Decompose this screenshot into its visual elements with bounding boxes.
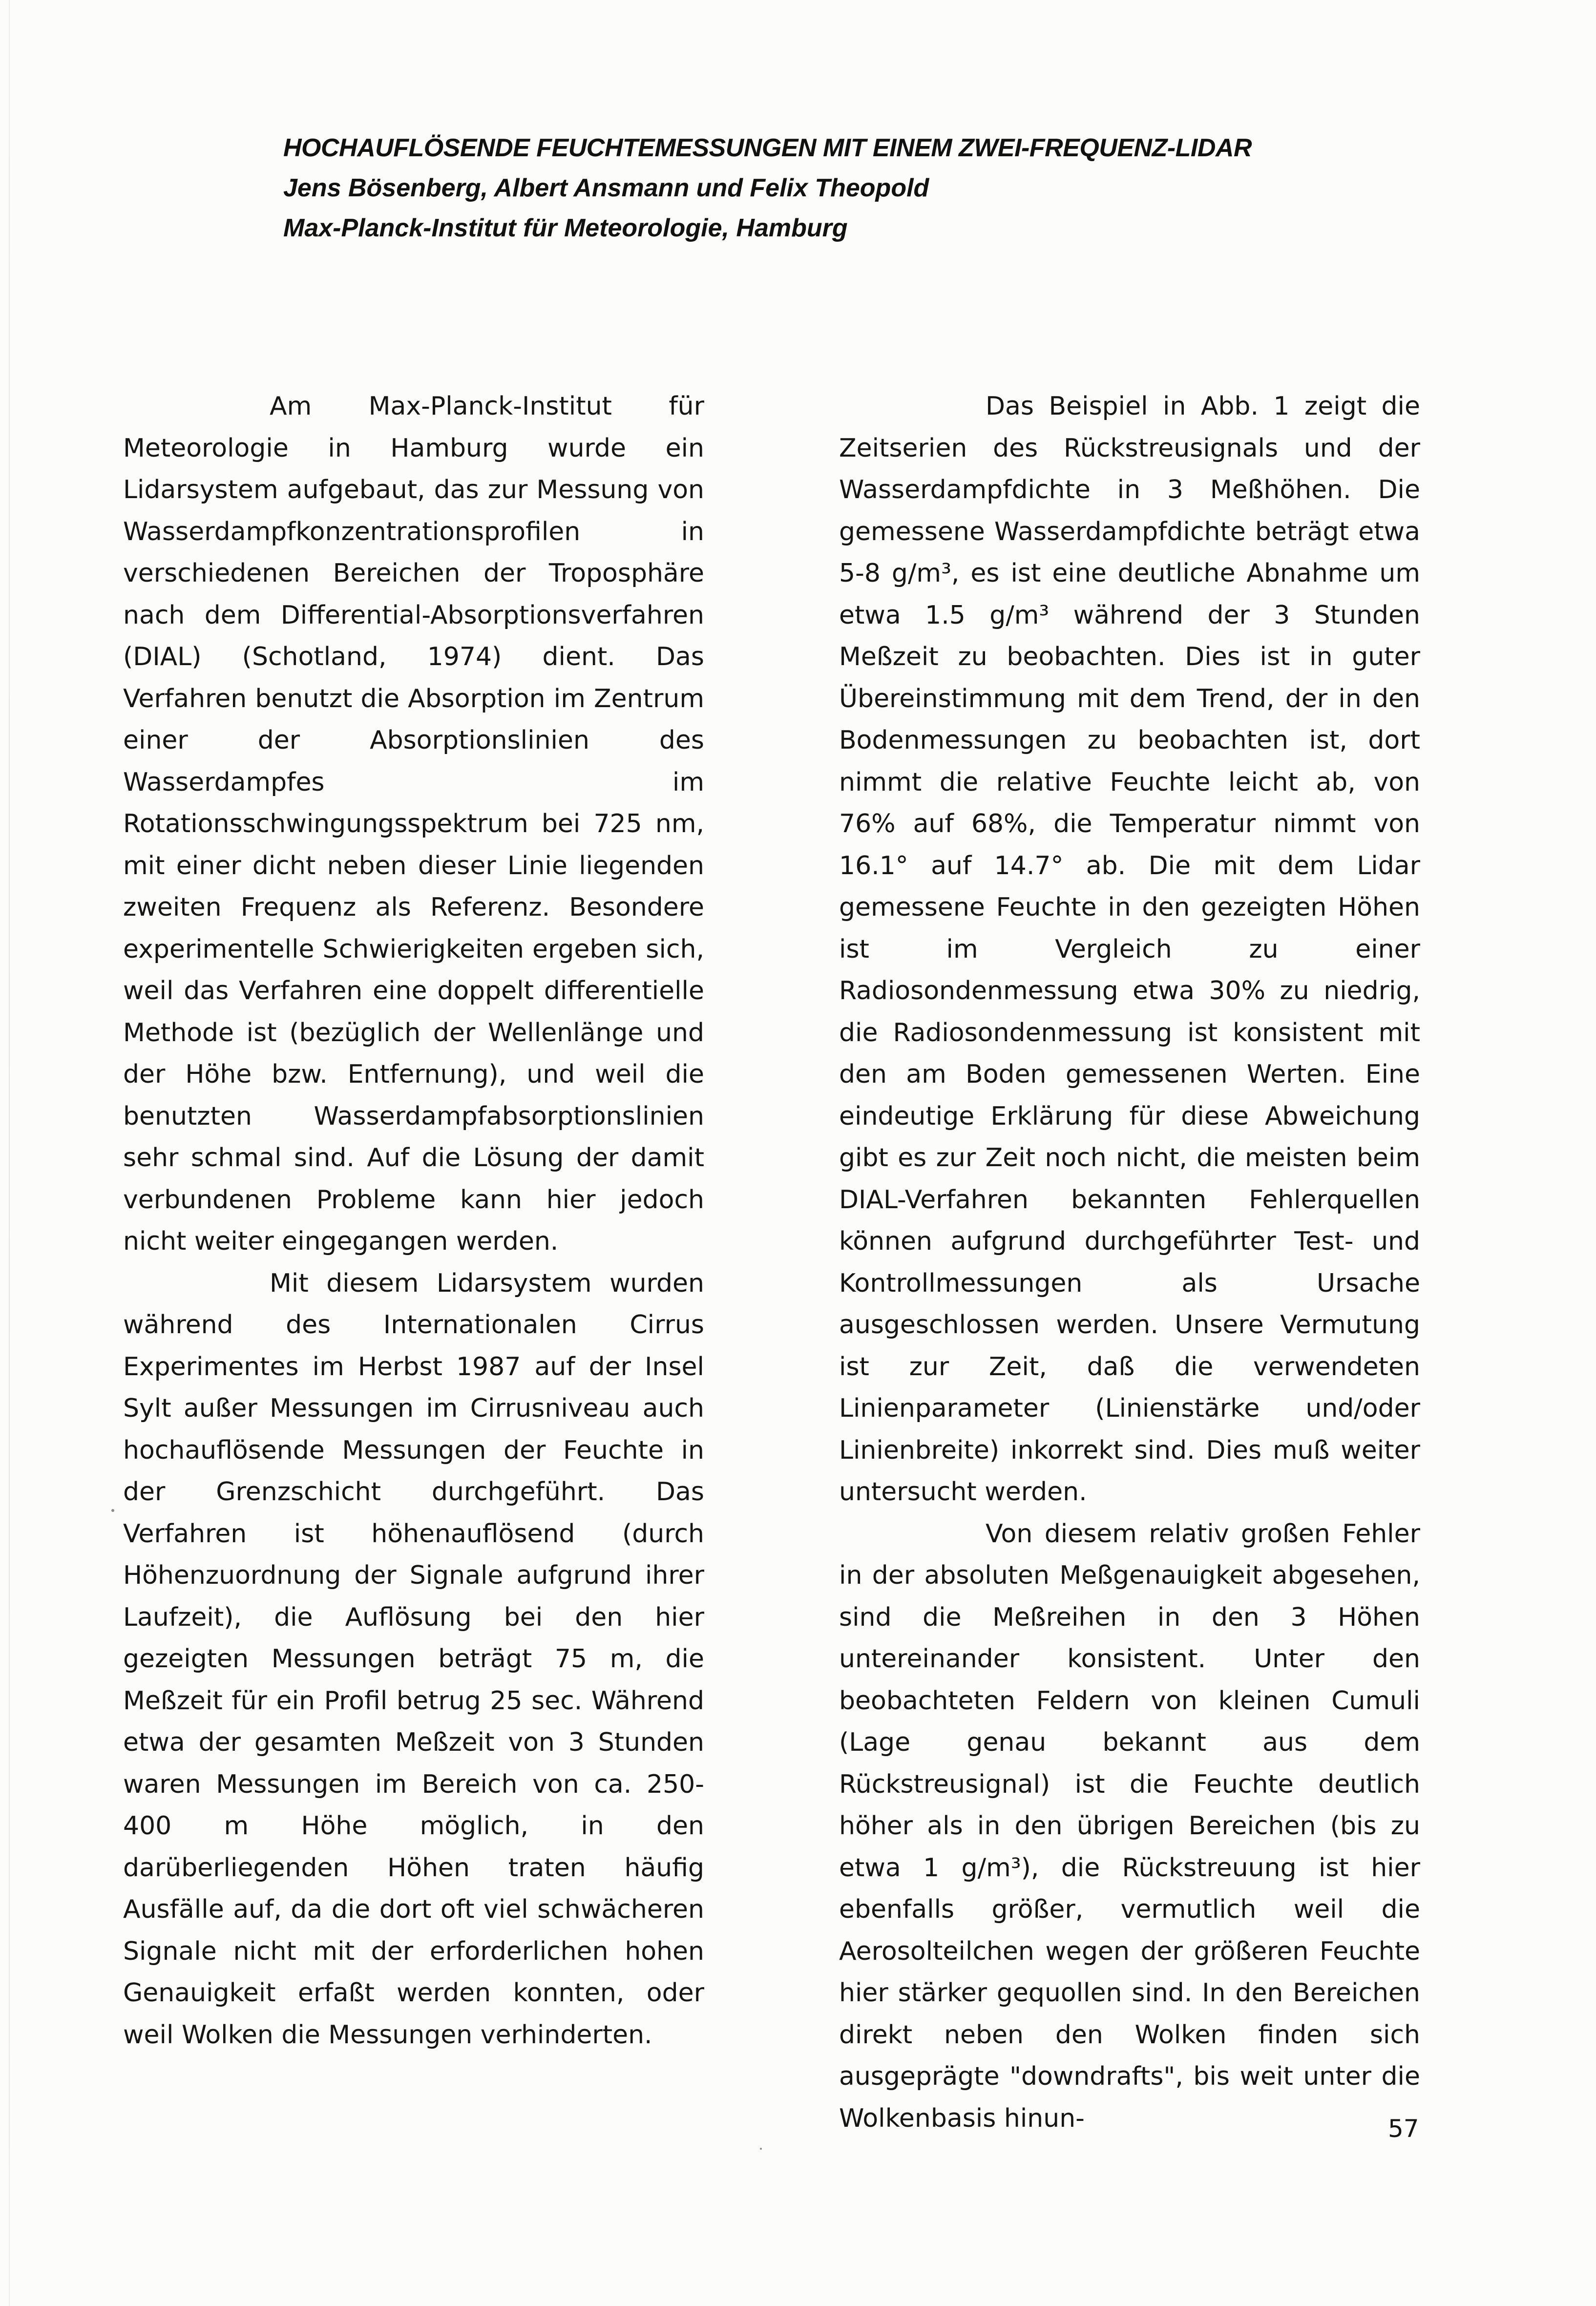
right-paragraph-2: Von diesem relativ großen Fehler in der absoluten Meßgenauigkeit abgesehen, sind die Meßreihen in den 3 Höhen untereinander konsistent. Unter den beobachteten Feldern von kleinen Cumuli (Lage genau bekannt aus dem Rückstreusignal) ist die Feuchte deutlich höher als in den übrigen Bereichen (bis zu etwa 1 g/m³), die Rückstreuung ist hier ebenfalls größer, vermutlich weil die Aerosolteilchen wegen der größeren Feuchte hier stärker gequollen sind. In den Bereichen direkt neben den Wolken finden sich ausgeprägte "downdrafts", bis weit unter die Wolkenbasis hinun- <box>839 1519 1420 2133</box>
right-column <box>839 386 1420 2139</box>
scan-speck <box>760 2148 762 2150</box>
scan-speck <box>111 1509 114 1512</box>
scan-edge-shadow <box>9 0 10 2306</box>
left-paragraph-2: Mit diesem Lidarsystem wurden während des Internationalen Cirrus Experimentes im Herbst 1987 auf der Insel Sylt außer Messungen im Cirrusniveau auch hochauflösende Messungen der Feuchte in der Grenzschicht durchgeführt. Das Verfahren ist höhenauflösend (durch Höhenzuordnung der Signale aufgrund ihrer Laufzeit), die Auflösung bei den hier gezeigten Messungen beträgt 75 m, die Meßzeit für ein Profil betrug 25 sec. Während etwa der gesamten Meßzeit von 3 Stunden waren Messungen im Bereich von ca. 250-400 m Höhe möglich, in den darüberliegenden Höhen traten häufig Ausfälle auf, da die dort oft viel schwächeren Signale nicht mit der erforderlichen hohen Genauigkeit erfaßt werden konnten, oder weil Wolken die Messungen verhinderten. <box>123 1268 704 2050</box>
article-title: HOCHAUFLÖSENDE FEUCHTEMESSUNGEN MIT EINEM ZWEI-FREQUENZ-LIDAR <box>283 134 1252 162</box>
left-paragraph-1: Am Max-Planck-Institut für Meteorologie in Hamburg wurde ein Lidarsystem aufgebaut, das zur Messung von Wasserdampfkonzentrationsprofilen in verschiedenen Bereichen der Troposphäre nach dem Differential-Absorptionsverfahren (DIAL) (Schotland, 1974) dient. Das Verfahren benutzt die Absorption im Zentrum einer der Absorptionslinien des Wasserdampfes im Rotationsschwingungsspektrum bei 725 nm, mit einer dicht neben dieser Linie liegenden zweiten Frequenz als Referenz. Besondere experimentelle Schwierigkeiten ergeben sich, weil das Verfahren eine doppelt differentielle Methode ist (bezüglich der Wellenlänge und der Höhe bzw. Entfernung), und weil die benutzten Wasserdampfabsorptionslinien sehr schmal sind. Auf die Lösung der damit verbundenen Probleme kann hier jedoch nicht weiter eingegangen werden. <box>123 392 704 1256</box>
left-column <box>123 386 704 2056</box>
page-number: 57 <box>1388 2115 1419 2143</box>
right-paragraph-1: Das Beispiel in Abb. 1 zeigt die Zeitserien des Rückstreusignals und der Wasserdampfdichte in 3 Meßhöhen. Die gemessene Wasserdampfdichte beträgt etwa 5-8 g/m³, es ist eine deutliche Abnahme um etwa 1.5 g/m³ während der 3 Stunden Meßzeit zu beobachten. Dies ist in guter Übereinstimmung mit dem Trend, der in den Bodenmessungen zu beobachten ist, dort nimmt die relative Feuchte leicht ab, von 76% auf 68%, die Temperatur nimmt von 16.1° auf 14.7° ab. Die mit dem Lidar gemessene Feuchte in den gezeigten Höhen ist im Vergleich zu einer Radiosondenmessung etwa 30% zu niedrig, die Radiosondenmessung ist konsistent mit den am Boden gemessenen Werten. Eine eindeutige Erklärung für diese Abweichung gibt es zur Zeit noch nicht, die meisten beim DIAL-Verfahren bekannten Fehlerquellen können aufgrund durchgeführter Test- und Kontrollmessungen als Ursache ausgeschlossen werden. Unsere Vermutung ist zur Zeit, daß die verwendeten Linienparameter (Linienstärke und/oder Linienbreite) inkorrekt sind. Dies muß weiter untersucht werden. <box>839 392 1420 1507</box>
article-affiliation: Max-Planck-Institut für Meteorologie, Hamburg <box>283 214 848 242</box>
article-header <box>283 128 1407 248</box>
article-authors: Jens Bösenberg, Albert Ansmann und Felix Theopold <box>283 174 929 202</box>
